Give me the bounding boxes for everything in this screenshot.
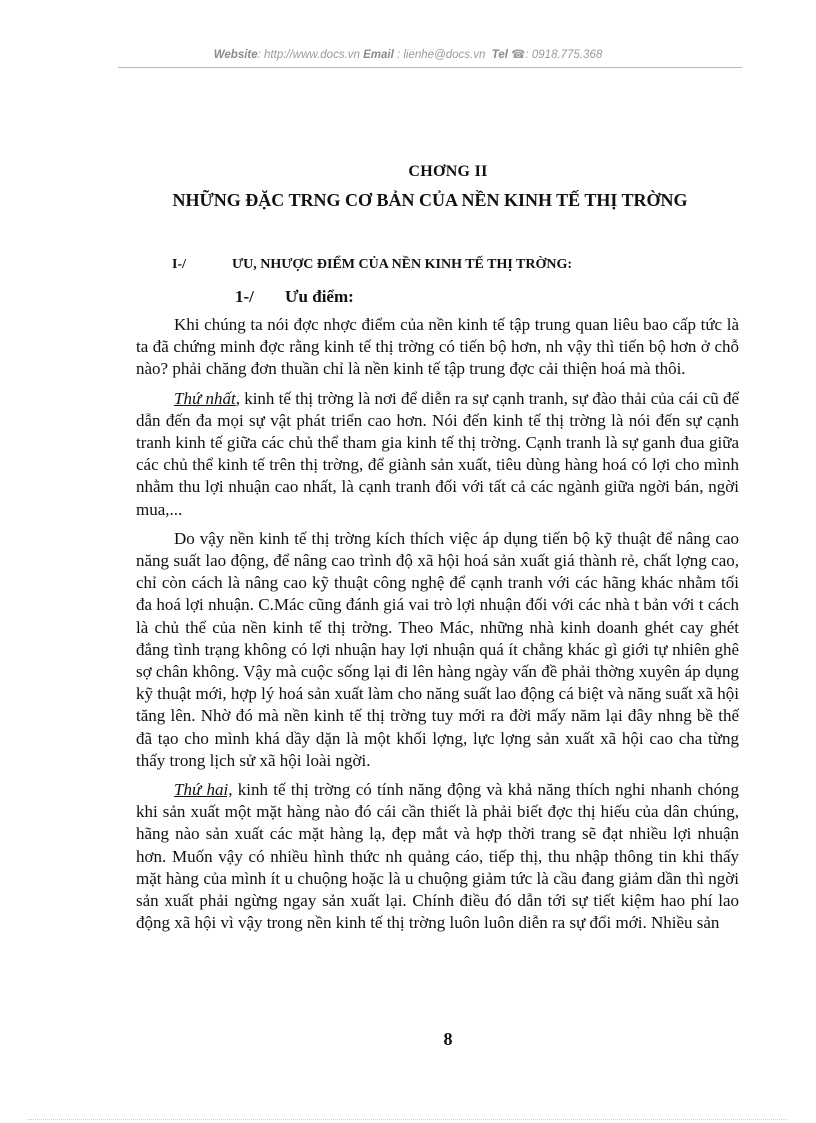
subsection-title: Ưu điểm:: [285, 287, 354, 306]
header-divider: [118, 67, 742, 68]
paragraph: [136, 779, 739, 934]
subsection-number: 1-/: [235, 287, 254, 306]
paragraph: [136, 528, 739, 772]
tel-value: ☎: 0918.775.368: [507, 49, 603, 61]
paragraph-text: , kinh tế thị trờng là nơi để diễn ra sự cạnh tranh, sự đào thải của cái cũ để dẫn đến đa mọi sự vật phát triển cao hơn. Nói đến kinh tế thị trờng là nói đến sự cạnh tranh kinh tế giữa các chủ thể tham gia kinh tế thị trờng. Cạnh tranh là sự ganh đua giữa các chủ thể kinh tế trên thị trờng, để giành sản xuất, tiêu dùng hàng hoá có lợi cho mình nhằm thu lợi nhuận cao nhất, là cạnh tranh đối với tất cả các ngành giữa ngời bán, ngời mua,...: [136, 388, 739, 519]
email-label: Email: [363, 49, 394, 61]
section-title: ƯU, NHƯỢC ĐIỂM CỦA NỀN KINH TẾ THỊ TRỜNG:: [232, 257, 573, 272]
body-text: [136, 314, 739, 941]
paragraph-lead: Thứ hai,: [174, 780, 233, 800]
footer-divider: [28, 1119, 788, 1120]
paragraph-text: Khi chúng ta nói đợc nhợc điểm của nền kinh tế tập trung quan liêu bao cấp tức là ta đã chứng minh đợc rằng kinh tế thị trờng có tiến bộ hơn, nh vậy thì tiến bộ hơn ở chỗ nào? phải chăng đơn thuần chỉ là nền kinh tế tập trung đợc cải thiện hoá mà thôi.: [136, 315, 739, 379]
paragraph-text: kinh tế thị trờng có tính năng động và khả năng thích nghi nhanh chóng khi sản xuất một mặt hàng nào đó cái cần thiết là phải biết đợc thị hiếu của dân chúng, hãng nào sản xuất các mặt hàng lạ, đẹp mắt và hợp thời trang sẽ đạt nhiều lợi nhuận hơn. Muốn vậy có nhiều hình thức nh quảng cáo, tiếp thị, thu nhập thông tin khi thấy mặt hàng của mình ít u chuộng hoặc là u chuộng giảm tức là cầu đang giảm dần thì ngời sản xuất phải ngừng ngay sản xuất lại. Chính điều đó dẫn tới sự tiết kiệm hao phí lao động xã hội vì vậy trong nền kinh tế thị trờng luôn luôn diễn ra sự đổi mới. Nhiều sản: [136, 780, 739, 933]
page-number: 8: [443, 1029, 453, 1049]
section-heading: [172, 257, 572, 273]
paragraph: [136, 388, 739, 521]
paragraph-lead: Thứ nhất: [174, 388, 236, 408]
website-label: Website: [213, 49, 258, 61]
paragraph-text: Do vậy nền kinh tế thị trờng kích thích việc áp dụng tiến bộ kỹ thuật để nâng cao năng suất lao động, để nâng cao trình độ xã hội hoá sản xuất giá thành rẻ, chất lợng cao, chỉ còn cách là nâng cao kỹ thuật công nghệ để cạnh tranh với các hãng khác nhằm tối đa hoá lợi nhuận. C.Mác cũng đánh giá vai trò lợi nhuận đối với các nhà t bản với t cách là chủ thể của nền kinh tế thị trờng. Theo Mác, những nhà kinh doanh ghét cay ghét đắng tình trạng không có lợi nhuận hay lợi nhuận quá ít chẳng khác gì giới tự nhiên ghê sợ chân không. Vậy mà cuộc sống lại đi lên hàng ngày vấn đề phải thờng xuyên áp dụng kỹ thuật mới, hợp lý hoá sản xuất làm cho năng suất lao động cá biệt và năng suất xã hội tăng lên. Nhờ đó mà nền kinh tế thị trờng tuy mới ra đời mấy năm lại đây nhng bề thế đã tạo cho mình khá dầy dặn là một khối lợng, lực lợng sản xuất xã hội cao cha từng thấy trong lịch sử xã hội loài ngời.: [136, 528, 739, 770]
subsection-heading: [235, 287, 354, 307]
section-number: I-/: [172, 257, 186, 272]
tel-label: Tel: [491, 49, 508, 61]
chapter-title: NHỮNG ĐẶC TRNG CƠ BẢN CỦA NỀN KINH TẾ THỊ TRỜNG: [172, 190, 688, 210]
paragraph: [136, 314, 739, 381]
website-value: : http://www.docs.vn: [257, 49, 360, 61]
email-value: : lienhe@docs.vn: [393, 49, 486, 61]
page-header: [0, 47, 816, 61]
chapter-label: CHƠNG II: [408, 163, 488, 180]
